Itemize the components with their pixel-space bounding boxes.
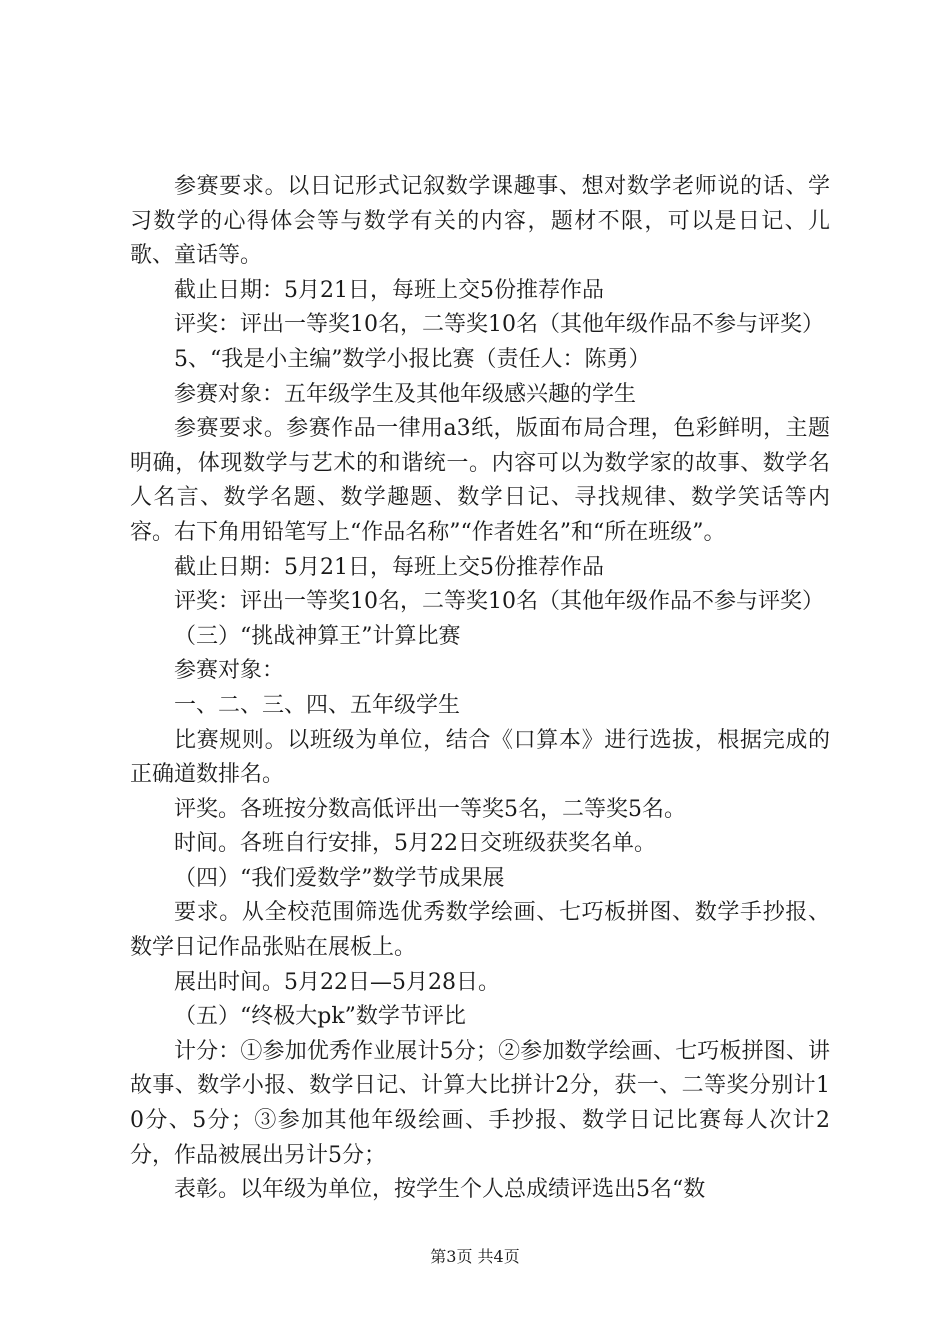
section-heading: （五）“终极大pk”数学节评比 — [174, 1004, 466, 1030]
paragraph: 时间。各班自行安排，5月22日交班级获奖名单。 — [174, 831, 656, 857]
paragraph: 参赛对象： — [174, 658, 285, 684]
section-heading: （四）“我们爱数学”数学节成果展 — [174, 865, 505, 891]
paragraph: 一、二、三、四、五年级学生 — [174, 692, 461, 718]
page-footer: 第3页 共4页 — [430, 1247, 520, 1266]
paragraph: 参赛对象：五年级学生及其他年级感兴趣的学生 — [174, 381, 637, 407]
paragraph: 截止日期：5月21日，每班上交5份推荐作品 — [174, 277, 604, 303]
paragraph: 截止日期：5月21日，每班上交5份推荐作品 — [174, 554, 604, 580]
section-heading: （三）“挑战神算王”计算比赛 — [174, 623, 461, 649]
paragraph: 展出时间。5月22日—5月28日。 — [174, 969, 500, 995]
paragraph: 参赛要求。参赛作品一律用a3纸，版面布局合理，色彩鲜明，主题明确，体现数学与艺术的和谐统一。内容可以为数学家的故事、数学名人名言、数学名题、数学趣题、数学日记、寻找规律、数学笑话等内容。右下角用铅笔写上“作品名称”“作者姓名”和“所在班级”。 — [130, 416, 830, 545]
paragraph: 评奖：评出一等奖10名，二等奖10名（其他年级作品不参与评奖） — [174, 589, 824, 615]
paragraph: 5、“我是小主编”数学小报比赛（责任人：陈勇） — [174, 346, 651, 372]
paragraph: 评奖：评出一等奖10名，二等奖10名（其他年级作品不参与评奖） — [174, 312, 824, 338]
paragraph: 要求。从全校范围筛选优秀数学绘画、七巧板拼图、数学手抄报、数学日记作品张贴在展板上。 — [130, 900, 830, 961]
paragraph: 参赛要求。以日记形式记叙数学课趣事、想对数学老师说的话、学习数学的心得体会等与数学有关的内容，题材不限，可以是日记、儿歌、童话等。 — [130, 174, 830, 269]
paragraph: 计分：①参加优秀作业展计5分；②参加数学绘画、七巧板拼图、讲故事、数学小报、数学日记、计算大比拼计2分，获一、二等奖分别计10分、5分；③参加其他年级绘画、手抄报、数学日记比赛每人次计2分，作品被展出另计5分； — [130, 1038, 830, 1168]
paragraph: 评奖。各班按分数高低评出一等奖5名，二等奖5名。 — [174, 796, 686, 822]
paragraph: 表彰。以年级为单位，按学生个人总成绩评选出5名“数 — [174, 1177, 706, 1203]
paragraph: 比赛规则。以班级为单位，结合《口算本》进行选拔，根据完成的正确道数排名。 — [130, 727, 830, 788]
document-body — [130, 170, 830, 1208]
